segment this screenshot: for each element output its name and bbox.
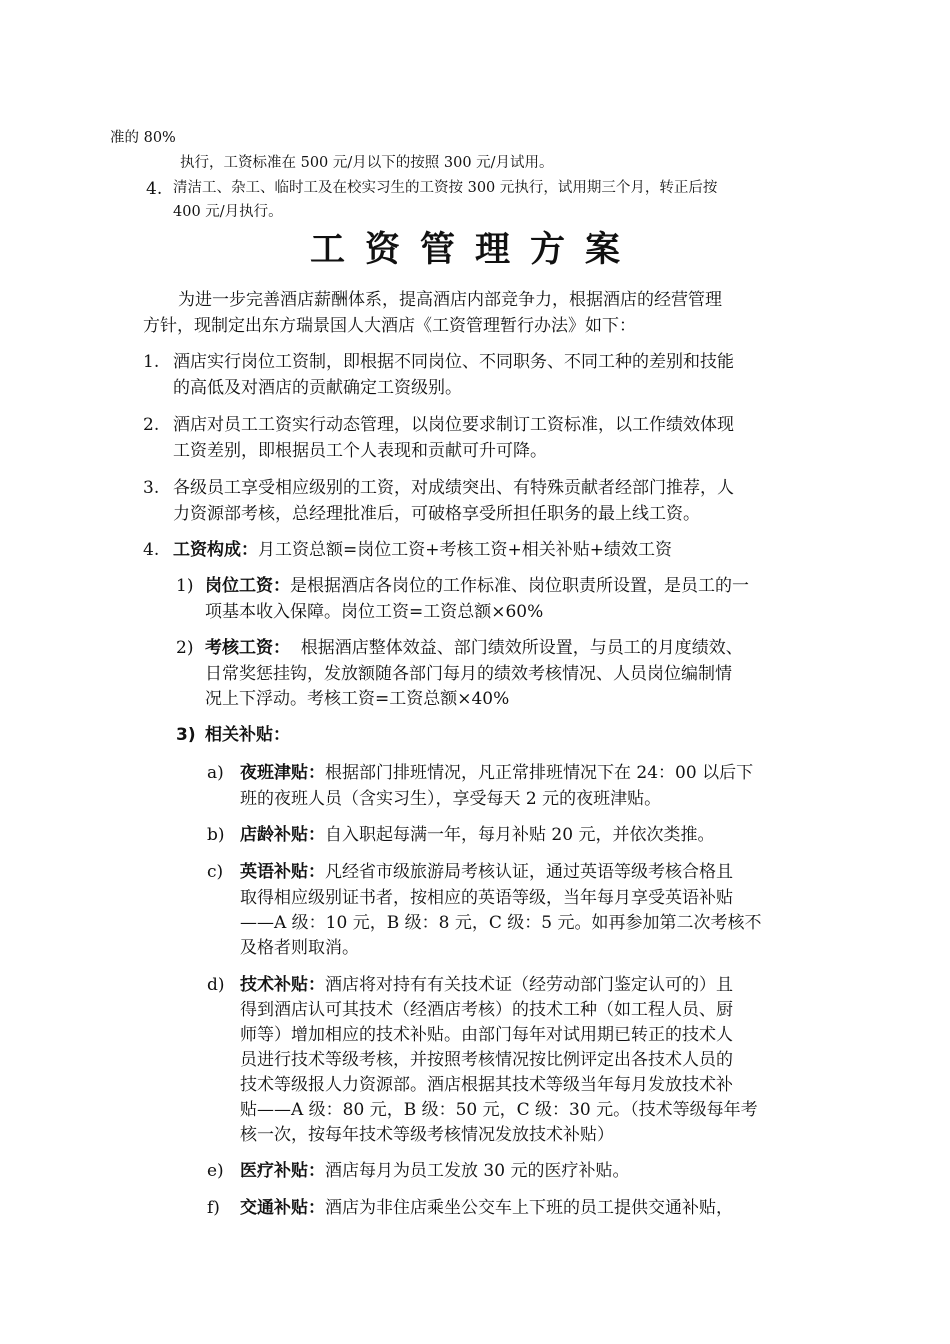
allowance-e-line-1 (240, 1163, 629, 1180)
fragment-line-1: 准的 80% (110, 130, 176, 146)
item-4-line (173, 542, 672, 559)
sub-1-number: 1) (176, 576, 194, 596)
allowance-d-line-1 (240, 977, 733, 994)
item-4-label: 工资构成： (173, 540, 258, 560)
allowance-c-number: c) (207, 862, 224, 882)
allowance-b-number: b) (207, 825, 225, 845)
item-2-number: 2. (143, 415, 160, 435)
allowance-d-line-3: 师等）增加相应的技术补贴。由部门每年对试用期已转正的技术人 (240, 1025, 733, 1045)
sub-2-line-3: 况上下浮动。考核工资=工资总额×40% (205, 689, 510, 709)
sub-3-number (176, 727, 196, 744)
sub-3-line (205, 727, 290, 744)
item-3-line-1: 各级员工享受相应级别的工资，对成绩突出、有特殊贡献者经部门推荐，人 (173, 478, 734, 498)
allowance-a-text: 根据部门排班情况，凡正常排班情况下在 24：00 以后下 (325, 763, 754, 783)
item-4-number: 4. (143, 540, 160, 560)
page-title: 工资管理方案 (309, 230, 640, 270)
allowance-f-label: 交通补贴： (240, 1198, 325, 1218)
fragment-line-2: 执行，工资标准在 500 元/月以下的按照 300 元/月试用。 (180, 155, 554, 171)
allowance-d-number: d) (207, 975, 225, 995)
item-4-text: 月工资总额=岗位工资+考核工资+相关补贴+绩效工资 (258, 540, 672, 560)
item-2-line-1: 酒店对员工工资实行动态管理，以岗位要求制订工资标准，以工作绩效体现 (173, 415, 734, 435)
sub-3-number-text: 3) (176, 725, 196, 745)
allowance-e-label: 医疗补贴： (240, 1161, 325, 1181)
allowance-e-text: 酒店每月为员工发放 30 元的医疗补贴。 (325, 1161, 630, 1181)
sub-2-number: 2) (176, 638, 194, 658)
sub-1-line-2: 项基本收入保障。岗位工资=工资总额×60% (205, 602, 544, 622)
allowance-c-text: 凡经省市级旅游局考核认证，通过英语等级考核合格且 (325, 862, 733, 882)
item-3-number: 3. (143, 478, 160, 498)
allowance-c-line-2: 取得相应级别证书者，按相应的英语等级，当年每月享受英语补贴 (240, 888, 733, 908)
item-1-line-1: 酒店实行岗位工资制，即根据不同岗位、不同职务、不同工种的差别和技能 (173, 352, 734, 372)
item-2-line-2: 工资差别，即根据员工个人表现和贡献可升可降。 (173, 441, 547, 461)
allowance-d-line-6: 贴——A 级：80 元，B 级：50 元，C 级：30 元。（技术等级每年考 (240, 1100, 758, 1120)
allowance-d-line-5: 技术等级报人力资源部。酒店根据其技术等级当年每月发放技术补 (240, 1075, 733, 1095)
allowance-d-label: 技术补贴： (240, 975, 325, 995)
allowance-c-line-4: 及格者则取消。 (240, 938, 359, 958)
allowance-f-line-1 (240, 1200, 733, 1217)
fragment-item-line-2: 400 元/月执行。 (173, 204, 283, 220)
allowance-e-number: e) (207, 1161, 224, 1181)
allowance-c-line-1 (240, 864, 733, 881)
sub-3-label: 相关补贴： (205, 725, 290, 745)
item-1-line-2: 的高低及对酒店的贡献确定工资级别。 (173, 378, 462, 398)
fragment-item-line-1: 清洁工、杂工、临时工及在校实习生的工资按 300 元执行，试用期三个月，转正后按 (173, 180, 718, 196)
sub-2-line-2: 日常奖惩挂钩，发放额随各部门每月的绩效考核情况、人员岗位编制情 (205, 664, 732, 684)
allowance-d-text: 酒店将对持有有关技术证（经劳动部门鉴定认可的）且 (325, 975, 733, 995)
item-3-line-2: 力资源部考核，总经理批准后，可破格享受所担任职务的最上线工资。 (173, 504, 700, 524)
allowance-b-line-1 (240, 827, 714, 844)
allowance-d-line-4: 员进行技术等级考核，并按照考核情况按比例评定出各技术人员的 (240, 1050, 733, 1070)
sub-2-label: 考核工资： (205, 638, 290, 658)
allowance-a-line-1 (240, 765, 753, 782)
intro-line-2: 方针，现制定出东方瑞景国人大酒店《工资管理暂行办法》如下： (143, 316, 636, 336)
allowance-b-label: 店龄补贴： (240, 825, 325, 845)
fragment-item-number: 4. (146, 179, 163, 199)
intro-line-1: 为进一步完善酒店薪酬体系，提高酒店内部竞争力，根据酒店的经营管理 (178, 290, 722, 310)
allowance-a-line-2: 班的夜班人员（含实习生），享受每天 2 元的夜班津贴。 (240, 789, 662, 809)
allowance-a-number: a) (207, 763, 224, 783)
sub-1-label: 岗位工资： (205, 576, 290, 596)
allowance-b-text: 自入职起每满一年，每月补贴 20 元，并依次类推。 (325, 825, 715, 845)
allowance-d-line-2: 得到酒店认可其技术（经酒店考核）的技术工种（如工程人员、厨 (240, 1000, 733, 1020)
sub-2-text: 根据酒店整体效益、部门绩效所设置，与员工的月度绩效、 (290, 638, 743, 658)
allowance-c-label: 英语补贴： (240, 862, 325, 882)
allowance-f-text: 酒店为非住店乘坐公交车上下班的员工提供交通补贴， (325, 1198, 733, 1218)
item-1-number: 1. (143, 352, 160, 372)
allowance-c-line-3: ——A 级：10 元，B 级：8 元，C 级：5 元。如再参加第二次考核不 (240, 913, 762, 933)
sub-1-line-1 (205, 578, 749, 595)
allowance-f-number: f) (207, 1198, 220, 1218)
sub-2-line-1 (205, 640, 743, 657)
allowance-d-line-7: 核一次，按每年技术等级考核情况发放技术补贴） (240, 1125, 614, 1145)
allowance-a-label: 夜班津贴： (240, 763, 325, 783)
sub-1-text: 是根据酒店各岗位的工作标准、岗位职责所设置，是员工的一 (290, 576, 749, 596)
